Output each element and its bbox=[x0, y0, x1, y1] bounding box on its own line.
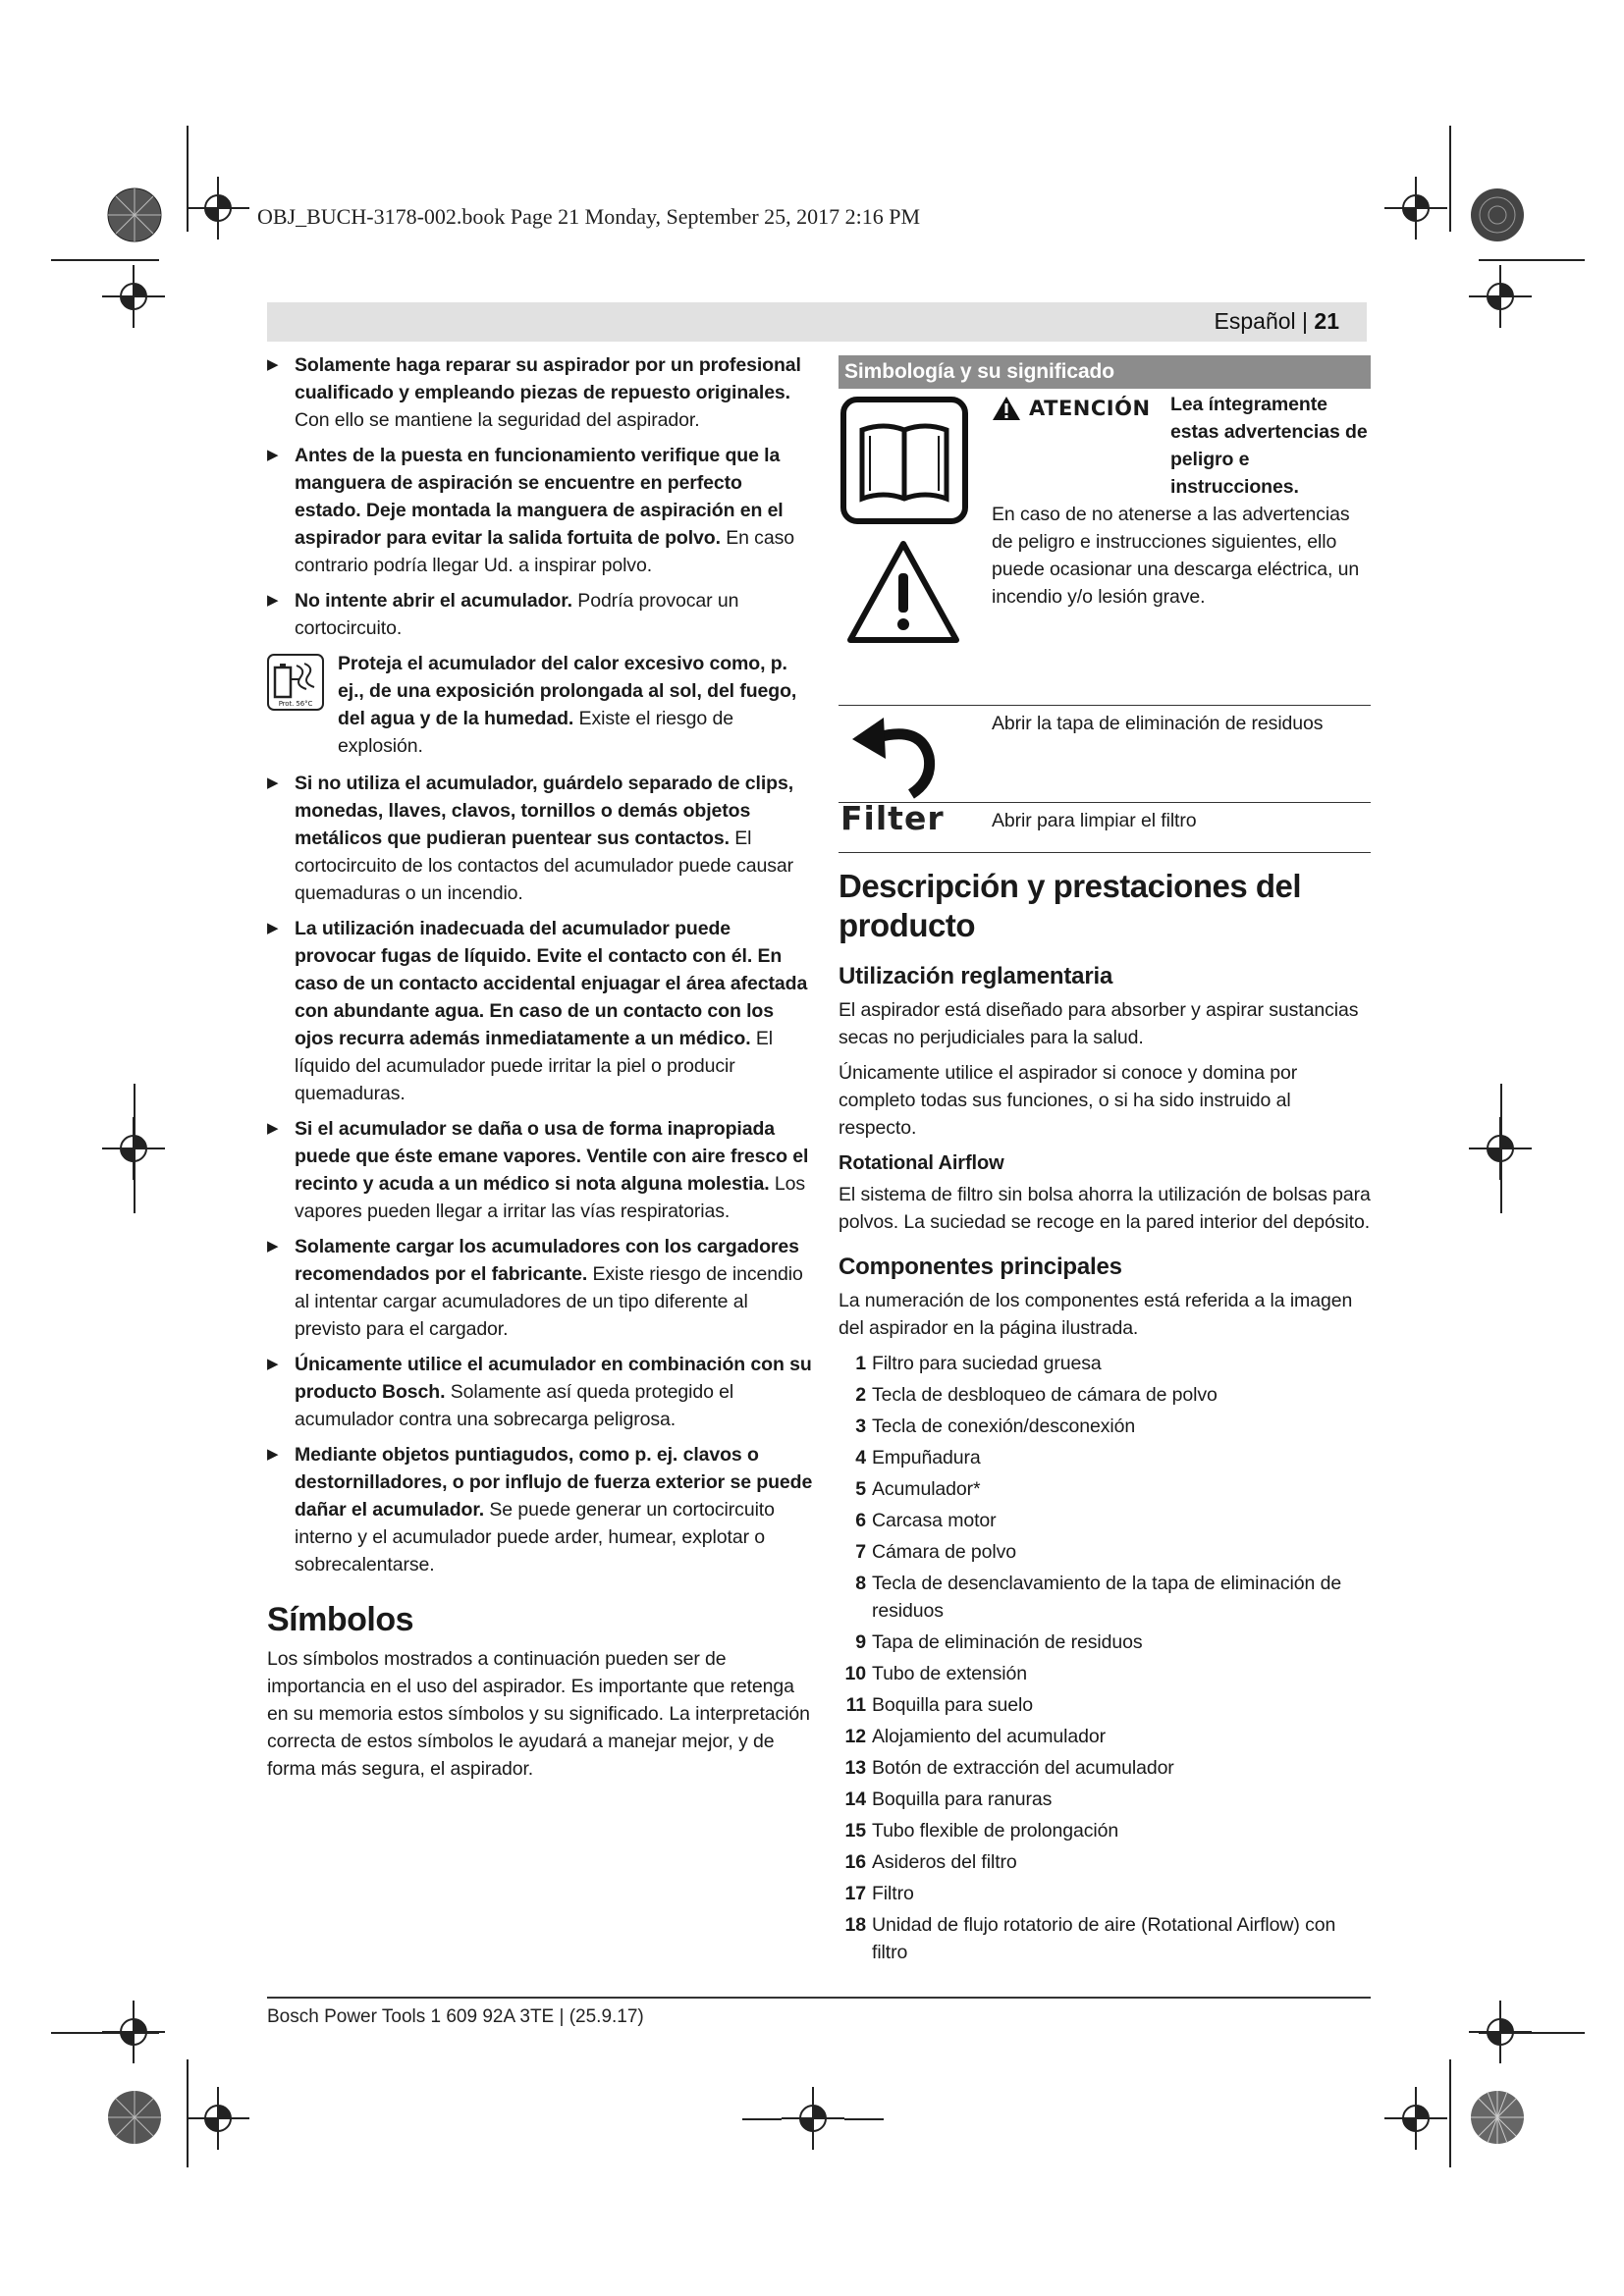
component-item bbox=[839, 1754, 1371, 1782]
safety-bullet bbox=[267, 1115, 813, 1225]
component-number: 9 bbox=[855, 1631, 866, 1653]
crop-line bbox=[1500, 1084, 1502, 1213]
component-number: 4 bbox=[855, 1447, 866, 1468]
bullet-text: Solamente así queda protegido el acumulador contra una sobrecarga peligrosa. bbox=[295, 1381, 734, 1430]
attention-label bbox=[992, 395, 1151, 422]
symbols-intro: Los símbolos mostrados a continuación pueden ser de importancia en el uso del aspirador. Es importante que retenga en su memoria estos símbolos y su significado. La interpretación correcta de estos símbolos le ayudará a manejar mejor, y de forma más segura, el aspirador. bbox=[267, 1648, 810, 1780]
component-label: Tecla de conexión/desconexión bbox=[872, 1415, 1136, 1437]
component-number: 10 bbox=[844, 1663, 866, 1684]
safety-bullet bbox=[267, 442, 813, 579]
file-info: OBJ_BUCH-3178-002.book Page 21 Monday, September 25, 2017 2:16 PM bbox=[257, 204, 921, 229]
bullet-text: Se puede generar un cortocircuito interno y el acumulador puede arder, humear, explotar o sobrecalentarse. bbox=[295, 1499, 775, 1575]
lid-text: Abrir la tapa de eliminación de residuos bbox=[992, 713, 1324, 734]
intended-use-p2: Únicamente utilice el aspirador si conoce y domina por completo todas sus funciones, o si ha sido instruido al respecto. bbox=[839, 1062, 1298, 1139]
bullet-bold: Si el acumulador se daña o usa de forma inapropiada puede que éste emane vapores. Ventile con aire fresco el recinto y acuda a un médico si nota alguna molestia. bbox=[295, 1118, 809, 1195]
component-label: Filtro bbox=[872, 1883, 914, 1904]
safety-bullet bbox=[267, 770, 813, 907]
bullet-bold: Solamente cargar los acumuladores con los cargadores recomendados por el fabricante. bbox=[295, 1236, 799, 1285]
triangle-bullet-icon: ▶ bbox=[267, 920, 279, 936]
component-item bbox=[839, 1570, 1371, 1625]
heat-protection-icon bbox=[267, 654, 324, 711]
warning-triangle-icon bbox=[844, 538, 962, 646]
attention-triangle-icon bbox=[992, 395, 1021, 422]
component-number: 14 bbox=[844, 1789, 866, 1810]
intended-use-p1: El aspirador está diseñado para absorber y aspirar sustancias secas no perjudiciales para la salud. bbox=[839, 999, 1359, 1048]
bullet-text: Podría provocar un cortocircuito. bbox=[295, 590, 739, 639]
bullet-text: Existe riesgo de incendio al intentar cargar acumuladores de un tipo diferente al previsto para el cargador. bbox=[295, 1263, 803, 1340]
component-number: 12 bbox=[844, 1726, 866, 1747]
symbol-row-attention bbox=[839, 389, 1371, 706]
component-label: Tubo flexible de prolongación bbox=[872, 1820, 1119, 1842]
component-label: Tecla de desbloqueo de cámara de polvo bbox=[872, 1384, 1218, 1406]
registration-mark-icon bbox=[1384, 177, 1447, 240]
component-label: Botón de extracción del acumulador bbox=[872, 1757, 1174, 1779]
safety-bullet bbox=[267, 351, 813, 434]
component-number: 18 bbox=[844, 1914, 866, 1936]
component-label: Empuñadura bbox=[872, 1447, 981, 1468]
component-item bbox=[839, 1475, 1371, 1503]
registration-mark-icon bbox=[782, 2087, 844, 2150]
component-label: Tubo de extensión bbox=[872, 1663, 1028, 1684]
bullet-text: Los vapores pueden llegar a irritar las vías respiratorias. bbox=[295, 1173, 805, 1222]
triangle-bullet-icon: ▶ bbox=[267, 447, 279, 463]
triangle-bullet-icon: ▶ bbox=[267, 592, 279, 609]
rotational-heading: Rotational Airflow bbox=[839, 1152, 1004, 1174]
attention-bold-head bbox=[1170, 391, 1371, 501]
bullet-bold: Mediante objetos puntiagudos, como p. ej. clavos o destornilladores, o por influjo de fuerza exterior se puede dañar el acumulador. bbox=[295, 1444, 813, 1521]
color-calibration-disc-icon bbox=[1469, 2089, 1526, 2146]
component-label: Asideros del filtro bbox=[872, 1851, 1017, 1873]
filter-text: Abrir para limpiar el filtro bbox=[992, 810, 1197, 831]
safety-bullet bbox=[267, 1441, 813, 1578]
component-label: Boquilla para suelo bbox=[872, 1694, 1033, 1716]
safety-bullet bbox=[267, 587, 813, 642]
component-number: 6 bbox=[855, 1510, 866, 1531]
triangle-bullet-icon: ▶ bbox=[267, 1356, 279, 1372]
crop-line bbox=[1449, 126, 1451, 232]
component-item bbox=[839, 1817, 1371, 1844]
component-label: Boquilla para ranuras bbox=[872, 1789, 1053, 1810]
symbol-table bbox=[839, 389, 1371, 853]
read-manual-icon bbox=[840, 397, 968, 524]
component-item bbox=[839, 1691, 1371, 1719]
intended-use-heading: Utilización reglamentaria bbox=[839, 963, 1113, 989]
component-label: Unidad de flujo rotatorio de aire (Rotational Airflow) con filtro bbox=[872, 1914, 1336, 1963]
component-label: Cámara de polvo bbox=[872, 1541, 1016, 1563]
components-heading: Componentes principales bbox=[839, 1254, 1122, 1280]
component-number: 1 bbox=[855, 1353, 866, 1374]
triangle-bullet-icon: ▶ bbox=[267, 1446, 279, 1463]
triangle-bullet-icon: ▶ bbox=[267, 1238, 279, 1255]
color-calibration-disc-icon bbox=[1469, 187, 1526, 243]
rotational-text: El sistema de filtro sin bolsa ahorra la utilización de bolsas para polvos. La suciedad se recoge en la pared interior del depósito. bbox=[839, 1184, 1371, 1233]
footer-rule bbox=[267, 1997, 1371, 1999]
crop-line bbox=[1479, 259, 1585, 261]
heat-warning-bold: Proteja el acumulador del calor excesivo como, p. ej., de una exposición prolongada al sol, del fuego, del agua y de la humedad. bbox=[338, 653, 797, 729]
attention-bold: Lea íntegramente estas advertencias de peligro e instrucciones. bbox=[1170, 394, 1368, 498]
filter-symbol: Filter bbox=[840, 799, 945, 837]
component-number: 2 bbox=[855, 1384, 866, 1406]
component-item bbox=[839, 1660, 1371, 1687]
component-item bbox=[839, 1848, 1371, 1876]
bullet-bold: La utilización inadecuada del acumulador puede provocar fugas de líquido. Evite el contacto con él. En caso de un contacto accidental enjuagar el área afectada con abundante agua. En caso de un contacto con los ojos recurra además inmediatamente a un médico. bbox=[295, 918, 808, 1049]
component-number: 13 bbox=[844, 1757, 866, 1779]
bullet-bold: Si no utiliza el acumulador, guárdelo separado de clips, monedas, llaves, clavos, tornillos o demás objetos metálicos que pudieran puentear sus contactos. bbox=[295, 773, 794, 849]
safety-bullet bbox=[267, 1351, 813, 1433]
registration-mark-icon bbox=[102, 2001, 165, 2063]
registration-mark-icon bbox=[102, 265, 165, 328]
crop-line bbox=[844, 2118, 884, 2120]
component-item bbox=[839, 1444, 1371, 1471]
triangle-bullet-icon: ▶ bbox=[267, 1120, 279, 1137]
color-calibration-disc-icon bbox=[106, 2089, 163, 2146]
component-number: 15 bbox=[844, 1820, 866, 1842]
heat-warning-text: Existe el riesgo de explosión. bbox=[338, 708, 733, 757]
description-heading: Descripción y prestaciones del producto bbox=[839, 868, 1302, 943]
bullet-bold: Únicamente utilice el acumulador en combinación con su producto Bosch. bbox=[295, 1354, 812, 1403]
component-label: Acumulador* bbox=[872, 1478, 981, 1500]
rotate-arrow-icon bbox=[848, 712, 947, 802]
bullet-text: El cortocircuito de los contactos del acumulador puede causar quemaduras o un incendio. bbox=[295, 828, 793, 904]
right-column bbox=[839, 355, 1371, 1970]
footer-text: Bosch Power Tools 1 609 92A 3TE | (25.9.17) bbox=[267, 2006, 644, 2027]
component-item bbox=[839, 1381, 1371, 1409]
component-item bbox=[839, 1880, 1371, 1907]
component-item bbox=[839, 1413, 1371, 1440]
component-number: 16 bbox=[844, 1851, 866, 1873]
page-header bbox=[267, 302, 1367, 342]
header-separator: | bbox=[1302, 308, 1309, 334]
component-item bbox=[839, 1723, 1371, 1750]
component-number: 8 bbox=[855, 1573, 866, 1594]
bullet-text: En caso contrario podría llegar Ud. a inspirar polvo. bbox=[295, 527, 794, 576]
registration-mark-icon bbox=[1469, 265, 1532, 328]
component-item bbox=[839, 1786, 1371, 1813]
registration-mark-icon bbox=[1469, 2001, 1532, 2063]
symbol-row-filter bbox=[839, 799, 1371, 853]
bullet-bold: Antes de la puesta en funcionamiento verifique que la manguera de aspiración se encuentre en perfecto estado. Deje montada la manguera de aspiración en el aspirador para evitar la salida fortuita de polvo. bbox=[295, 445, 784, 549]
bullet-text: El líquido del acumulador puede irritar la piel o producir quemaduras. bbox=[295, 1028, 774, 1104]
component-item bbox=[839, 1507, 1371, 1534]
crop-line bbox=[51, 259, 159, 261]
color-calibration-disc-icon bbox=[106, 187, 163, 243]
component-label: Tecla de desenclavamiento de la tapa de eliminación de residuos bbox=[872, 1573, 1342, 1622]
bullet-bold: No intente abrir el acumulador. bbox=[295, 590, 572, 612]
heat-icon-text: Prot. 56°C bbox=[278, 700, 313, 708]
symbol-table-heading: Simbología y su significado bbox=[839, 355, 1371, 389]
bullet-text: Con ello se mantiene la seguridad del aspirador. bbox=[295, 409, 700, 431]
component-item bbox=[839, 1350, 1371, 1377]
crop-line bbox=[134, 1084, 135, 1213]
symbol-row-lid bbox=[839, 706, 1371, 803]
registration-mark-icon bbox=[187, 2087, 249, 2150]
safety-bullet bbox=[267, 1233, 813, 1343]
registration-mark-icon bbox=[1384, 2087, 1447, 2150]
component-label: Alojamiento del acumulador bbox=[872, 1726, 1107, 1747]
component-number: 11 bbox=[845, 1694, 866, 1716]
bullet-bold: Solamente haga reparar su aspirador por un profesional cualificado y empleando piezas de repuesto originales. bbox=[295, 354, 801, 403]
left-column bbox=[267, 351, 813, 1790]
components-list bbox=[839, 1350, 1371, 1966]
component-number: 17 bbox=[844, 1883, 866, 1904]
component-label: Filtro para suciedad gruesa bbox=[872, 1353, 1102, 1374]
symbols-heading: Símbolos bbox=[267, 1601, 414, 1638]
page-language-number bbox=[1215, 308, 1339, 335]
safety-bullet bbox=[267, 915, 813, 1107]
component-number: 3 bbox=[855, 1415, 866, 1437]
page-number: 21 bbox=[1314, 308, 1339, 334]
component-number: 7 bbox=[855, 1541, 866, 1563]
component-item bbox=[839, 1629, 1371, 1656]
triangle-bullet-icon: ▶ bbox=[267, 774, 279, 791]
component-label: Carcasa motor bbox=[872, 1510, 997, 1531]
triangle-bullet-icon: ▶ bbox=[267, 356, 279, 373]
attention-word: ATENCIÓN bbox=[1029, 397, 1151, 420]
components-intro: La numeración de los componentes está referida a la imagen del aspirador en la página ilustrada. bbox=[839, 1290, 1353, 1339]
component-label: Tapa de eliminación de residuos bbox=[872, 1631, 1143, 1653]
attention-body: En caso de no atenerse a las advertencias de peligro e instrucciones siguientes, ello puede ocasionar una descarga eléctrica, un incendio y/o lesión grave. bbox=[992, 504, 1360, 608]
header-language: Español bbox=[1214, 308, 1296, 334]
component-item bbox=[839, 1538, 1371, 1566]
crop-line bbox=[742, 2118, 782, 2120]
attention-text bbox=[992, 389, 1371, 611]
crop-line bbox=[1449, 2059, 1451, 2167]
component-number: 5 bbox=[855, 1478, 866, 1500]
registration-mark-icon bbox=[187, 177, 249, 240]
heat-warning bbox=[267, 650, 813, 760]
component-item bbox=[839, 1911, 1371, 1966]
